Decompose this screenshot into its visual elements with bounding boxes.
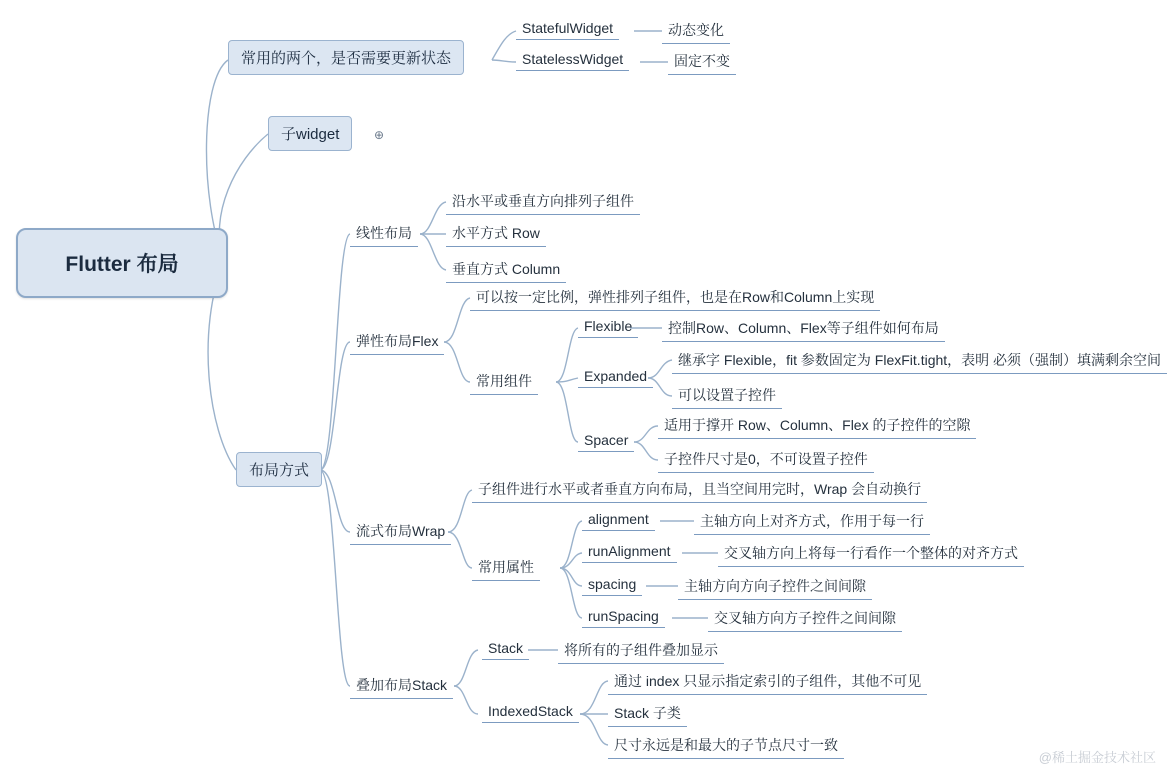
node-alignment[interactable]: alignment — [582, 509, 655, 531]
node-runspacing-desc[interactable]: 交叉轴方向方子控件之间间隙 — [708, 606, 902, 632]
node-spacer[interactable]: Spacer — [578, 430, 634, 452]
plus-circle-icon[interactable]: ⊕ — [374, 128, 385, 142]
node-row[interactable]: 水平方式 Row — [446, 221, 546, 247]
node-runspacing[interactable]: runSpacing — [582, 606, 665, 628]
node-child-widget[interactable]: 子widget — [268, 116, 352, 151]
node-indexedstack[interactable]: IndexedStack — [482, 701, 579, 723]
node-runalignment[interactable]: runAlignment — [582, 541, 677, 563]
node-spacing-desc[interactable]: 主轴方向方向子控件之间间隙 — [678, 574, 872, 600]
node-stateless-desc[interactable]: 固定不变 — [668, 49, 736, 75]
node-statelesswidget[interactable]: StatelessWidget — [516, 49, 629, 71]
node-wrap-desc[interactable]: 子组件进行水平或者垂直方向布局，且当空间用完时，Wrap 会自动换行 — [472, 477, 927, 503]
node-linear-desc[interactable]: 沿水平或垂直方向排列子组件 — [446, 189, 640, 215]
watermark: @稀土掘金技术社区 — [1038, 750, 1156, 765]
root-node[interactable]: Flutter 布局 — [16, 228, 228, 298]
node-stack-desc[interactable]: 将所有的子组件叠加显示 — [558, 638, 724, 664]
node-column[interactable]: 垂直方式 Column — [446, 257, 566, 283]
node-layout-methods[interactable]: 布局方式 — [236, 452, 322, 487]
node-flexible-desc[interactable]: 控制Row、Column、Flex等子组件如何布局 — [662, 316, 945, 342]
node-stateful-stateless-group[interactable]: 常用的两个，是否需要更新状态 — [228, 40, 464, 75]
node-wrap-layout[interactable]: 流式布局Wrap — [350, 519, 451, 545]
node-indexedstack-desc-1[interactable]: 通过 index 只显示指定索引的子组件，其他不可见 — [608, 669, 927, 695]
node-flex-layout[interactable]: 弹性布局Flex — [350, 329, 444, 355]
node-expanded-desc-2[interactable]: 可以设置子控件 — [672, 383, 782, 409]
node-spacing[interactable]: spacing — [582, 574, 642, 596]
node-indexedstack-desc-3[interactable]: 尺寸永远是和最大的子节点尺寸一致 — [608, 733, 844, 759]
node-alignment-desc[interactable]: 主轴方向上对齐方式，作用于每一行 — [694, 509, 930, 535]
node-runalignment-desc[interactable]: 交叉轴方向上将每一行看作一个整体的对齐方式 — [718, 541, 1024, 567]
node-indexedstack-desc-2[interactable]: Stack 子类 — [608, 701, 687, 727]
node-statefulwidget[interactable]: StatefulWidget — [516, 18, 619, 40]
node-flex-common-widgets[interactable]: 常用组件 — [470, 369, 538, 395]
node-linear-layout[interactable]: 线性布局 — [350, 221, 418, 247]
node-expanded[interactable]: Expanded — [578, 366, 653, 388]
node-stateful-desc[interactable]: 动态变化 — [662, 18, 730, 44]
node-flex-desc[interactable]: 可以按一定比例，弹性排列子组件，也是在Row和Column上实现 — [470, 285, 880, 311]
node-flexible[interactable]: Flexible — [578, 316, 638, 338]
node-stack[interactable]: Stack — [482, 638, 529, 660]
node-stack-layout[interactable]: 叠加布局Stack — [350, 673, 453, 699]
node-expanded-desc-1[interactable]: 继承字 Flexible，fit 参数固定为 FlexFit.tight，表明 必须（强制）填满剩余空间 — [672, 348, 1167, 374]
node-spacer-desc-2[interactable]: 子控件尺寸是0，不可设置子控件 — [658, 447, 874, 473]
node-wrap-common-props[interactable]: 常用属性 — [472, 555, 540, 581]
node-spacer-desc-1[interactable]: 适用于撑开 Row、Column、Flex 的子控件的空隙 — [658, 413, 976, 439]
